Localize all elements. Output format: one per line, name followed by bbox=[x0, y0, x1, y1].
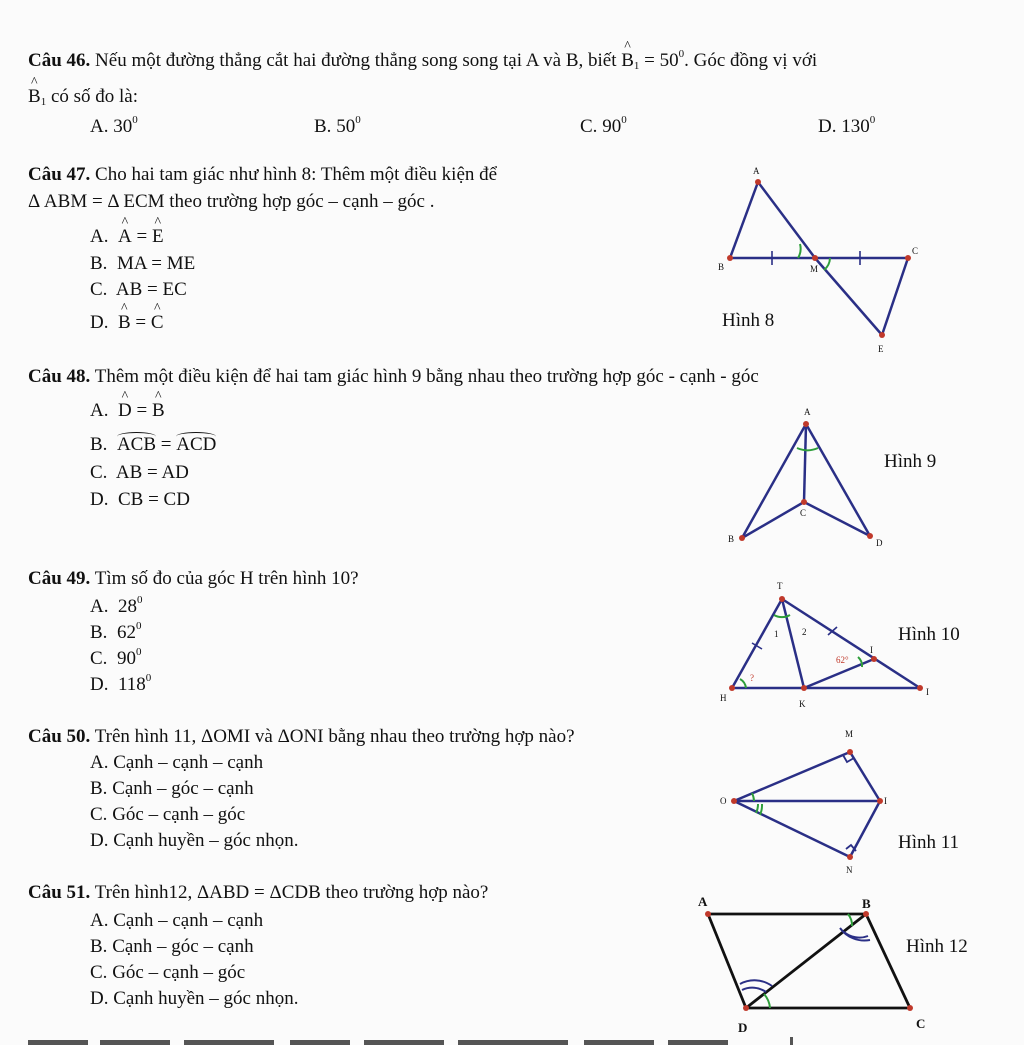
point-label-c: C bbox=[800, 508, 807, 518]
question-text: Tìm số đo của góc H trên hình 10? bbox=[94, 568, 359, 589]
figure-12 bbox=[690, 890, 940, 1040]
degree: 0 bbox=[678, 48, 685, 60]
question-46-line2 bbox=[28, 86, 138, 109]
option-b[interactable]: B. $50^0$ bbox=[314, 114, 361, 137]
option-c[interactable]: C. $90^0$ bbox=[90, 646, 142, 669]
angle-label-2: 2 bbox=[802, 627, 807, 637]
question-number: Câu 49. bbox=[28, 568, 91, 589]
point-label-c: C bbox=[912, 246, 919, 256]
figure-caption: Hình 11 bbox=[898, 832, 960, 853]
question-text: Cho hai tam giác như hình 8: Thêm một điều kiện để bbox=[95, 164, 498, 185]
option-a[interactable]: A. Cạnh – cạnh – cạnh bbox=[90, 752, 264, 773]
point-label-d: D bbox=[876, 538, 883, 548]
point-label-a: A bbox=[753, 166, 760, 176]
question-text: có số đo là: bbox=[46, 86, 139, 107]
angle-b1: ^ B bbox=[621, 50, 634, 73]
option-c[interactable]: C. Góc – cạnh – góc bbox=[90, 962, 246, 983]
question-text: . Góc đồng vị với bbox=[684, 50, 818, 71]
point-label-i-mid: I bbox=[870, 645, 873, 655]
figure-9 bbox=[720, 400, 900, 560]
point-label-m: M bbox=[810, 264, 819, 274]
point-label-a: A bbox=[698, 894, 708, 909]
option-c[interactable]: C. $90^0$ bbox=[580, 114, 627, 137]
option-d[interactable]: D. ^ B = ^ C bbox=[90, 312, 164, 335]
question-46 bbox=[28, 48, 998, 73]
figure-caption: Hình 10 bbox=[898, 624, 960, 645]
question-47 bbox=[28, 164, 497, 187]
point-label-i: I bbox=[926, 687, 929, 697]
angle-62-label: 62° bbox=[836, 655, 849, 665]
point-label-m: M bbox=[845, 729, 854, 739]
question-number: Câu 51. bbox=[28, 882, 91, 903]
question-number: Câu 46. bbox=[28, 50, 91, 71]
point-label-c: C bbox=[916, 1016, 926, 1031]
question-47-line2: Δ ABM = Δ ECM theo trường hợp góc – cạnh – góc . bbox=[28, 191, 435, 212]
point-label-h: H bbox=[720, 693, 727, 703]
question-text: Trên hình12, ΔABD = ΔCDB theo trường hợp nào? bbox=[94, 882, 489, 903]
option-a[interactable]: A. Cạnh – cạnh – cạnh bbox=[90, 910, 264, 931]
question-number: Câu 50. bbox=[28, 726, 91, 747]
equals-value: = 50 bbox=[639, 50, 679, 71]
question-50 bbox=[28, 726, 575, 749]
option-b[interactable]: B. ACB = ACD bbox=[90, 434, 217, 455]
subscript: 1 bbox=[633, 60, 640, 72]
subscript: 1 bbox=[40, 96, 47, 108]
unknown-angle-label: ? bbox=[750, 673, 754, 683]
figure-11 bbox=[700, 725, 900, 885]
option-d[interactable]: D. $118^0$ bbox=[90, 672, 152, 695]
question-number: Câu 48. bbox=[28, 366, 91, 387]
option-c[interactable]: C. AB = AD bbox=[90, 462, 189, 483]
point-label-b: B bbox=[862, 896, 871, 911]
point-label-t: T bbox=[777, 581, 783, 591]
option-c[interactable]: C. AB = EC bbox=[90, 279, 187, 300]
angle-b1: ^ B bbox=[28, 86, 41, 109]
point-label-b: B bbox=[718, 262, 725, 272]
option-b[interactable]: B. $62^0$ bbox=[90, 620, 142, 643]
point-label-n: N bbox=[846, 865, 853, 875]
cutoff-text-line bbox=[0, 1036, 1024, 1045]
question-48 bbox=[28, 366, 759, 389]
option-a[interactable]: A. ^ D = ^ B bbox=[90, 400, 165, 423]
option-c[interactable]: C. Góc – cạnh – góc bbox=[90, 804, 246, 825]
point-label-i: I bbox=[884, 796, 887, 806]
figure-caption: Hình 12 bbox=[906, 936, 968, 957]
option-a[interactable]: A. $30^0$ bbox=[90, 114, 138, 137]
figure-caption: Hình 9 bbox=[884, 451, 937, 472]
option-b[interactable]: B. MA = ME bbox=[90, 253, 196, 274]
option-b[interactable]: B. Cạnh – góc – cạnh bbox=[90, 936, 254, 957]
angle-label-1: 1 bbox=[774, 629, 779, 639]
point-label-b: B bbox=[728, 534, 735, 544]
question-text: Thêm một điều kiện để hai tam giác hình 9 bằng nhau theo trường hợp góc - cạnh - góc bbox=[94, 366, 759, 387]
option-d[interactable]: D. $130^0$ bbox=[818, 114, 876, 137]
question-51 bbox=[28, 882, 488, 905]
question-49 bbox=[28, 568, 359, 591]
point-label-a: A bbox=[804, 407, 811, 417]
figure-caption: Hình 8 bbox=[722, 310, 775, 331]
point-label-k: K bbox=[799, 699, 806, 709]
question-text: Nếu một đường thẳng cắt hai đường thẳng song song tại A và B, biết bbox=[95, 50, 622, 71]
point-label-o: O bbox=[720, 796, 727, 806]
option-d[interactable]: D. Cạnh huyền – góc nhọn. bbox=[90, 988, 299, 1009]
question-text: Trên hình 11, ΔOMI và ΔONI bằng nhau theo trường hợp nào? bbox=[94, 726, 575, 747]
option-a[interactable]: A. ^ A = ^ E bbox=[90, 226, 164, 249]
option-b[interactable]: B. Cạnh – góc – cạnh bbox=[90, 778, 254, 799]
option-d[interactable]: D. CB = CD bbox=[90, 489, 190, 510]
point-label-e: E bbox=[878, 344, 884, 354]
question-number: Câu 47. bbox=[28, 164, 91, 185]
point-label-d: D bbox=[738, 1020, 748, 1035]
option-d[interactable]: D. Cạnh huyền – góc nhọn. bbox=[90, 830, 299, 851]
option-a[interactable]: A. $28^0$ bbox=[90, 594, 143, 617]
